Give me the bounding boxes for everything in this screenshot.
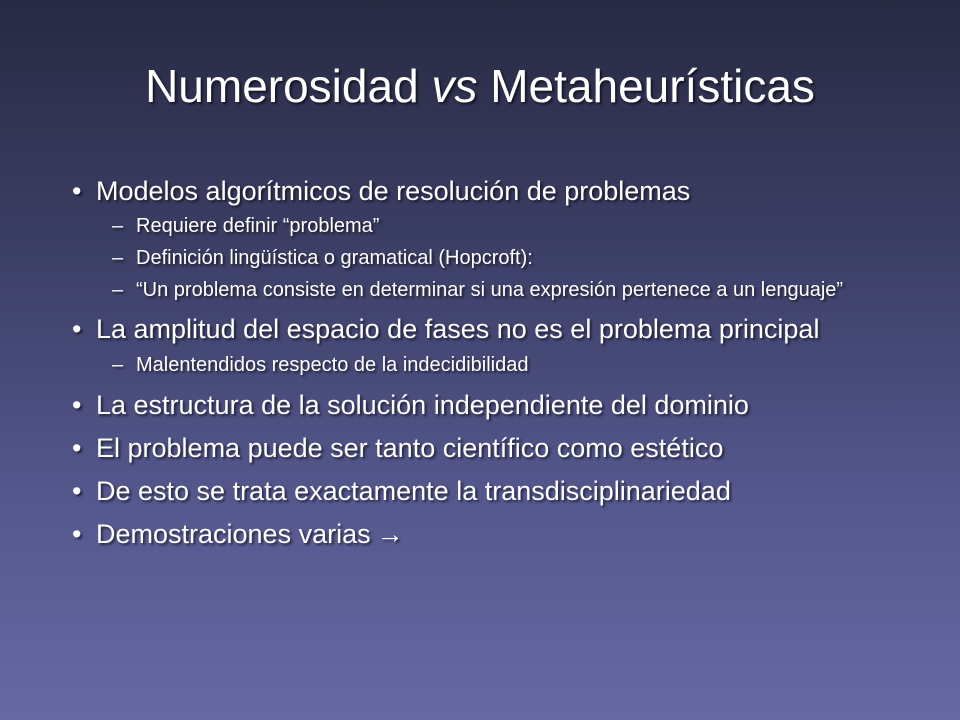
bullet-icon: •: [72, 390, 82, 420]
sub-bullet-text: Requiere definir “problema”: [136, 215, 380, 237]
dash-icon: –: [112, 247, 124, 269]
bullet-icon: •: [72, 314, 82, 344]
bullet-item: [72, 433, 912, 463]
sub-bullet-item: [72, 247, 912, 270]
title-part-2: Metaheurísticas: [477, 60, 815, 112]
bullet-text: De esto se trata exactamente la transdisciplinariedad: [96, 476, 731, 506]
bullet-text: Demostraciones varias: [96, 519, 371, 549]
bullet-icon: •: [72, 519, 82, 549]
title-vs: vs: [431, 60, 478, 112]
right-arrow-icon: →: [376, 519, 404, 549]
bullet-item: [72, 476, 912, 506]
title-part-1: Numerosidad: [145, 60, 432, 112]
bullet-text: La estructura de la solución independiente del dominio: [96, 390, 749, 420]
sub-bullet-item: [72, 215, 912, 238]
sub-bullet-text: Definición lingüística o gramatical (Hopcroft):: [136, 247, 533, 269]
bullet-item: [72, 519, 912, 549]
sub-bullet-item: [72, 279, 926, 302]
bullet-text: Modelos algorítmicos de resolución de problemas: [96, 176, 691, 206]
sub-bullet-item: [72, 354, 912, 377]
bullet-icon: •: [72, 433, 82, 463]
bullet-text: La amplitud del espacio de fases no es el problema principal: [96, 314, 820, 344]
bullet-text: El problema puede ser tanto científico como estético: [96, 433, 724, 463]
slide-title: [0, 58, 960, 114]
bullet-item: [72, 314, 856, 344]
bullet-item: [72, 176, 912, 206]
bullet-icon: •: [72, 476, 82, 506]
sub-bullet-text: Malentendidos respecto de la indecidibilidad: [136, 354, 529, 376]
bullet-item: [72, 390, 912, 420]
dash-icon: –: [112, 354, 124, 376]
dash-icon: –: [112, 215, 124, 237]
bullet-icon: •: [72, 176, 82, 206]
bullet-list: [72, 170, 912, 549]
sub-bullet-text: “Un problema consiste en determinar si una expresión pertenece a un lenguaje”: [136, 279, 844, 301]
dash-icon: –: [112, 279, 124, 301]
